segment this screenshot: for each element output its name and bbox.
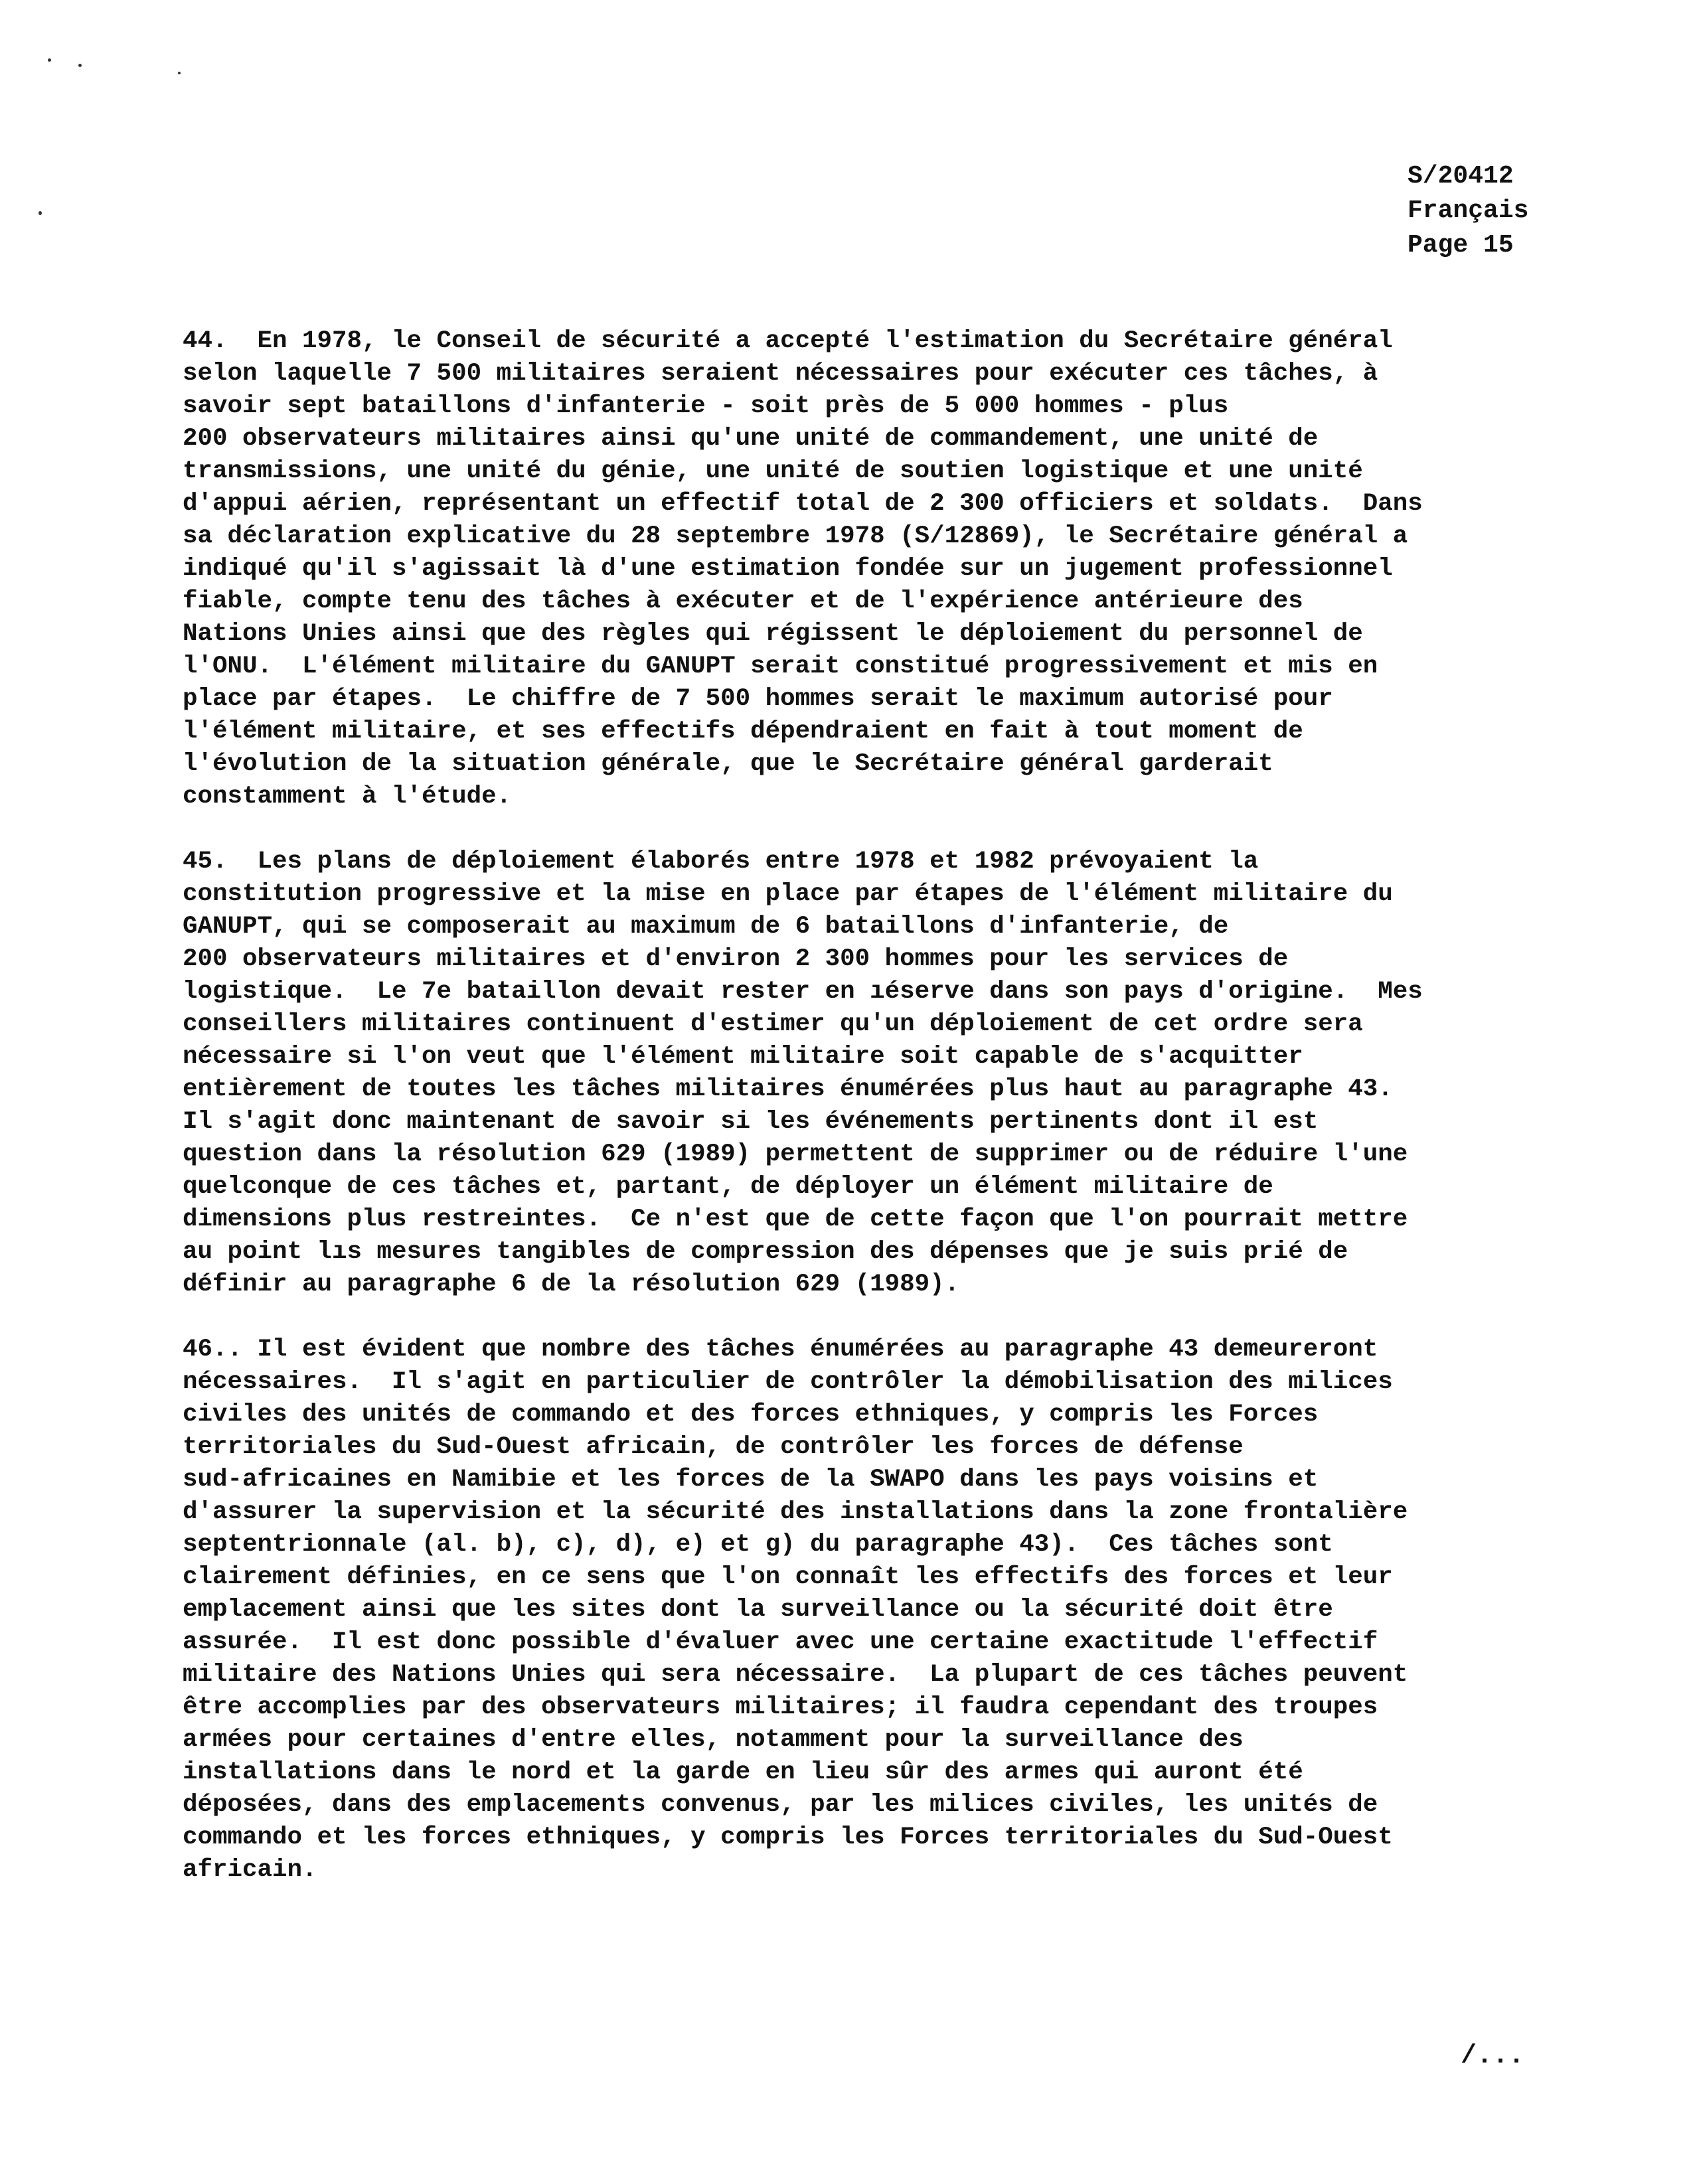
document-header xyxy=(1408,159,1647,263)
text-line: armées pour certaines d'entre elles, notamment pour la surveillance des xyxy=(183,1726,1244,1754)
text-line: fiable, compte tenu des tâches à exécuter et de l'expérience antérieure des xyxy=(183,587,1303,615)
text-line: indiqué qu'il s'agissait là d'une estimation fondée sur un jugement professionnel xyxy=(183,555,1393,583)
text-line: territoriales du Sud-Ouest africain, de contrôler les forces de défense xyxy=(183,1433,1244,1461)
text-line: constitution progressive et la mise en place par étapes de l'élément militaire du xyxy=(183,880,1393,908)
scan-speck xyxy=(178,72,181,74)
text-line: assurée. Il est donc possible d'évaluer avec une certaine exactitude l'effectif xyxy=(183,1628,1378,1656)
text-line: dimensions plus restreintes. Ce n'est que de cette façon que l'on pourrait mettre xyxy=(183,1206,1408,1233)
paragraph-44 xyxy=(183,325,1504,813)
text-line: d'appui aérien, représentant un effectif total de 2 300 officiers et soldats. Dans xyxy=(183,490,1423,518)
text-line: installations dans le nord et la garde en lieu sûr des armes qui auront été xyxy=(183,1758,1303,1786)
text-line: africain. xyxy=(183,1856,317,1884)
text-line: 45. Les plans de déploiement élaborés entre 1978 et 1982 prévoyaient la xyxy=(183,848,1259,876)
text-line: l'élément militaire, et ses effectifs dépendraient en fait à tout moment de xyxy=(183,718,1303,745)
text-line: sud-africaines en Namibie et les forces de la SWAPO dans les pays voisins et xyxy=(183,1466,1319,1494)
text-line: commando et les forces ethniques, y compris les Forces territoriales du Sud-Ouest xyxy=(183,1824,1393,1851)
text-line: 200 observateurs militaires ainsi qu'une unité de commandement, une unité de xyxy=(183,425,1319,453)
scan-speck xyxy=(39,211,42,215)
text-line: d'assurer la supervision et la sécurité des installations dans la zone frontalière xyxy=(183,1498,1408,1526)
text-line: entièrement de toutes les tâches militaires énumérées plus haut au paragraphe 43. xyxy=(183,1075,1393,1103)
page-number: Page 15 xyxy=(1408,231,1514,260)
document-body xyxy=(183,325,1504,1919)
text-line: constamment à l'étude. xyxy=(183,783,512,811)
text-line: 44. En 1978, le Conseil de sécurité a accepté l'estimation du Secrétaire général xyxy=(183,327,1393,355)
text-line: septentrionnale (al. b), c), d), e) et g) du paragraphe 43). Ces tâches sont xyxy=(183,1531,1333,1559)
text-line: conseillers militaires continuent d'estimer qu'un déploiement de cet ordre sera xyxy=(183,1010,1363,1038)
text-line: civiles des unités de commando et des forces ethniques, y compris les Forces xyxy=(183,1401,1319,1429)
text-line: transmissions, une unité du génie, une unité de soutien logistique et une unité xyxy=(183,457,1363,485)
continuation-mark: /... xyxy=(1461,2041,1525,2071)
text-line: 46.. Il est évident que nombre des tâches énumérées au paragraphe 43 demeureront xyxy=(183,1336,1378,1364)
text-line: sa déclaration explicative du 28 septembre 1978 (S/12869), le Secrétaire général a xyxy=(183,522,1408,550)
text-line: emplacement ainsi que les sites dont la surveillance ou la sécurité doit être xyxy=(183,1596,1333,1624)
paragraph-46 xyxy=(183,1334,1504,1887)
text-line: savoir sept bataillons d'infanterie - soit près de 5 000 hommes - plus xyxy=(183,392,1229,420)
text-line: être accomplies par des observateurs militaires; il faudra cependant des troupes xyxy=(183,1693,1378,1721)
text-line: Il s'agit donc maintenant de savoir si les événements pertinents dont il est xyxy=(183,1108,1319,1136)
text-line: nécessaire si l'on veut que l'élément militaire soit capable de s'acquitter xyxy=(183,1043,1303,1071)
text-line: 200 observateurs militaires et d'environ 2 300 hommes pour les services de xyxy=(183,945,1289,973)
scan-speck xyxy=(78,64,82,67)
text-line: place par étapes. Le chiffre de 7 500 hommes serait le maximum autorisé pour xyxy=(183,685,1333,713)
text-line: l'évolution de la situation générale, que le Secrétaire général garderait xyxy=(183,750,1273,778)
text-line: clairement définies, en ce sens que l'on connaît les effectifs des forces et leur xyxy=(183,1563,1393,1591)
scan-speck xyxy=(48,58,51,62)
text-line: nécessaires. Il s'agit en particulier de contrôler la démobilisation des milices xyxy=(183,1368,1393,1396)
text-line: selon laquelle 7 500 militaires seraient nécessaires pour exécuter ces tâches, à xyxy=(183,360,1378,388)
document-symbol: S/20412 xyxy=(1408,162,1514,191)
text-line: Nations Unies ainsi que des règles qui régissent le déploiement du personnel de xyxy=(183,620,1363,648)
paragraph-45 xyxy=(183,846,1504,1301)
text-line: déposées, dans des emplacements convenus, par les milices civiles, les unités de xyxy=(183,1791,1378,1819)
document-language: Français xyxy=(1408,196,1529,225)
text-line: question dans la résolution 629 (1989) permettent de supprimer ou de réduire l'une xyxy=(183,1140,1408,1168)
text-line: au point lıs mesures tangibles de compression des dépenses que je suis prié de xyxy=(183,1238,1348,1266)
text-line: définir au paragraphe 6 de la résolution 629 (1989). xyxy=(183,1271,960,1298)
text-line: l'ONU. L'élément militaire du GANUPT serait constitué progressivement et mis en xyxy=(183,653,1378,680)
text-line: militaire des Nations Unies qui sera nécessaire. La plupart de ces tâches peuvent xyxy=(183,1661,1408,1689)
text-line: quelconque de ces tâches et, partant, de déployer un élément militaire de xyxy=(183,1173,1273,1201)
text-line: logistique. Le 7e bataillon devait rester en ıéserve dans son pays d'origine. Mes xyxy=(183,978,1423,1006)
text-line: GANUPT, qui se composerait au maximum de 6 bataillons d'infanterie, de xyxy=(183,913,1229,941)
